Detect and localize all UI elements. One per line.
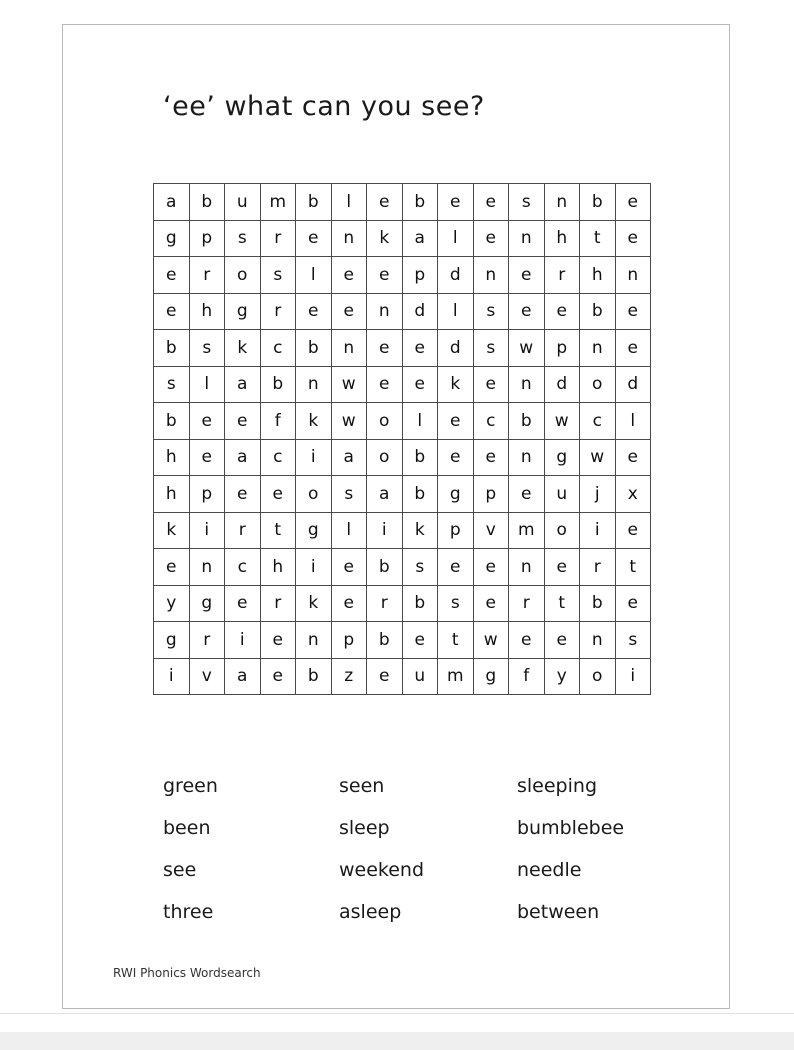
grid-cell[interactable]: d bbox=[544, 366, 580, 403]
grid-cell[interactable]: c bbox=[580, 403, 616, 440]
table-row bbox=[154, 585, 651, 622]
grid-cell[interactable]: n bbox=[580, 330, 616, 367]
list-item[interactable]: bumblebee bbox=[517, 817, 625, 839]
grid-cell[interactable]: t bbox=[580, 220, 616, 257]
grid-cell[interactable]: g bbox=[544, 439, 580, 476]
grid-cell[interactable]: n bbox=[189, 549, 225, 586]
grid-cell[interactable]: k bbox=[367, 220, 403, 257]
grid-cell[interactable]: r bbox=[260, 293, 296, 330]
grid-cell[interactable]: j bbox=[580, 476, 616, 513]
list-item[interactable]: sleeping bbox=[517, 775, 597, 797]
grid-cell[interactable]: e bbox=[402, 622, 438, 659]
grid-cell[interactable]: e bbox=[438, 549, 474, 586]
table-row bbox=[154, 549, 651, 586]
grid-cell[interactable]: o bbox=[367, 403, 403, 440]
table-row bbox=[154, 512, 651, 549]
grid-cell[interactable]: e bbox=[260, 622, 296, 659]
grid-cell[interactable]: n bbox=[473, 257, 509, 294]
grid-cell[interactable]: r bbox=[189, 257, 225, 294]
list-item[interactable]: needle bbox=[517, 859, 582, 881]
grid-cell[interactable]: x bbox=[615, 476, 651, 513]
grid-cell[interactable]: e bbox=[544, 549, 580, 586]
grid-cell[interactable]: e bbox=[438, 403, 474, 440]
grid-cell[interactable]: e bbox=[615, 293, 651, 330]
grid-cell[interactable]: i bbox=[615, 658, 651, 695]
list-item[interactable]: see bbox=[163, 859, 197, 881]
grid-cell[interactable]: b bbox=[189, 184, 225, 221]
grid-cell[interactable]: a bbox=[402, 220, 438, 257]
grid-cell[interactable]: u bbox=[225, 184, 261, 221]
grid-cell[interactable]: o bbox=[296, 476, 332, 513]
list-item[interactable]: sleep bbox=[339, 817, 390, 839]
word-list-column-1 bbox=[163, 765, 339, 933]
grid-cell[interactable]: g bbox=[154, 622, 190, 659]
grid-cell[interactable]: k bbox=[296, 585, 332, 622]
footer-caption: RWI Phonics Wordsearch bbox=[113, 966, 261, 980]
grid-cell[interactable]: d bbox=[402, 293, 438, 330]
table-row bbox=[154, 293, 651, 330]
grid-cell[interactable]: e bbox=[154, 293, 190, 330]
grid-cell[interactable]: e bbox=[402, 366, 438, 403]
grid-cell[interactable]: n bbox=[367, 293, 403, 330]
table-row bbox=[154, 257, 651, 294]
list-item[interactable]: between bbox=[517, 901, 600, 923]
grid-cell[interactable]: g bbox=[473, 658, 509, 695]
grid-cell[interactable]: e bbox=[367, 330, 403, 367]
grid-cell[interactable]: n bbox=[296, 366, 332, 403]
grid-cell[interactable]: i bbox=[154, 658, 190, 695]
grid-cell[interactable]: n bbox=[296, 622, 332, 659]
grid-cell[interactable]: b bbox=[509, 403, 545, 440]
grid-cell[interactable]: e bbox=[615, 330, 651, 367]
grid-cell[interactable]: l bbox=[438, 293, 474, 330]
grid-cell[interactable]: r bbox=[367, 585, 403, 622]
grid-cell[interactable]: e bbox=[615, 220, 651, 257]
table-row bbox=[154, 366, 651, 403]
grid-cell[interactable]: m bbox=[260, 184, 296, 221]
grid-cell[interactable]: e bbox=[189, 403, 225, 440]
table-row bbox=[154, 476, 651, 513]
grid-cell[interactable]: t bbox=[544, 585, 580, 622]
grid-cell[interactable]: n bbox=[509, 439, 545, 476]
list-item[interactable]: green bbox=[163, 775, 218, 797]
grid-cell[interactable]: b bbox=[367, 549, 403, 586]
grid-cell[interactable]: w bbox=[544, 403, 580, 440]
grid-cell[interactable]: n bbox=[509, 220, 545, 257]
grid-cell[interactable]: c bbox=[473, 403, 509, 440]
grid-cell[interactable]: o bbox=[225, 257, 261, 294]
grid-cell[interactable]: e bbox=[367, 257, 403, 294]
grid-cell[interactable]: l bbox=[331, 184, 367, 221]
grid-cell[interactable]: s bbox=[189, 330, 225, 367]
grid-cell[interactable]: e bbox=[509, 622, 545, 659]
grid-cell[interactable]: e bbox=[473, 220, 509, 257]
grid-cell[interactable]: p bbox=[544, 330, 580, 367]
grid-cell[interactable]: e bbox=[367, 184, 403, 221]
grid-cell[interactable]: r bbox=[260, 220, 296, 257]
grid-cell[interactable]: m bbox=[438, 658, 474, 695]
grid-cell[interactable]: e bbox=[473, 184, 509, 221]
wordsearch-grid bbox=[153, 183, 651, 695]
grid-cell[interactable]: b bbox=[402, 184, 438, 221]
grid-cell[interactable]: d bbox=[615, 366, 651, 403]
grid-cell[interactable]: b bbox=[367, 622, 403, 659]
word-list-column-3 bbox=[517, 765, 663, 933]
grid-cell[interactable]: m bbox=[509, 512, 545, 549]
list-item[interactable]: been bbox=[163, 817, 211, 839]
grid-cell[interactable]: s bbox=[473, 330, 509, 367]
grid-cell[interactable]: l bbox=[296, 257, 332, 294]
grid-cell[interactable]: p bbox=[438, 512, 474, 549]
grid-cell[interactable]: h bbox=[544, 220, 580, 257]
grid-cell[interactable]: e bbox=[331, 585, 367, 622]
grid-cell[interactable]: g bbox=[438, 476, 474, 513]
grid-cell[interactable]: d bbox=[438, 257, 474, 294]
grid-cell[interactable]: o bbox=[580, 658, 616, 695]
grid-cell[interactable]: p bbox=[189, 220, 225, 257]
grid-cell[interactable]: b bbox=[260, 366, 296, 403]
grid-cell[interactable]: e bbox=[296, 293, 332, 330]
grid-cell[interactable]: s bbox=[225, 220, 261, 257]
grid-cell[interactable]: w bbox=[473, 622, 509, 659]
grid-cell[interactable]: l bbox=[189, 366, 225, 403]
word-list-column-2 bbox=[339, 765, 517, 933]
grid-cell[interactable]: e bbox=[154, 549, 190, 586]
grid-cell[interactable]: c bbox=[225, 549, 261, 586]
grid-cell[interactable]: w bbox=[509, 330, 545, 367]
grid-cell[interactable]: s bbox=[331, 476, 367, 513]
grid-cell[interactable]: s bbox=[154, 366, 190, 403]
grid-cell[interactable]: t bbox=[438, 622, 474, 659]
page-bottom-edge bbox=[0, 1013, 794, 1050]
grid-cell[interactable]: z bbox=[331, 658, 367, 695]
grid-cell[interactable]: e bbox=[331, 549, 367, 586]
grid-cell[interactable]: l bbox=[331, 512, 367, 549]
grid-cell[interactable]: w bbox=[331, 403, 367, 440]
grid-cell[interactable]: e bbox=[367, 366, 403, 403]
grid-cell[interactable]: y bbox=[544, 658, 580, 695]
grid-cell[interactable]: c bbox=[260, 330, 296, 367]
list-item[interactable]: three bbox=[163, 901, 214, 923]
grid-cell[interactable]: n bbox=[509, 549, 545, 586]
grid-cell[interactable]: e bbox=[473, 439, 509, 476]
grid-cell[interactable]: s bbox=[615, 622, 651, 659]
list-item[interactable]: seen bbox=[339, 775, 385, 797]
grid-cell[interactable]: e bbox=[615, 585, 651, 622]
wordsearch-table bbox=[153, 183, 651, 695]
grid-cell[interactable]: s bbox=[260, 257, 296, 294]
grid-cell[interactable]: l bbox=[615, 403, 651, 440]
grid-cell[interactable]: e bbox=[438, 184, 474, 221]
grid-cell[interactable]: e bbox=[438, 439, 474, 476]
grid-cell[interactable]: p bbox=[402, 257, 438, 294]
grid-cell[interactable]: r bbox=[189, 622, 225, 659]
table-row bbox=[154, 330, 651, 367]
grid-cell[interactable]: e bbox=[331, 257, 367, 294]
grid-cell[interactable]: e bbox=[225, 403, 261, 440]
grid-cell[interactable]: b bbox=[580, 585, 616, 622]
grid-cell[interactable]: e bbox=[615, 512, 651, 549]
grid-cell[interactable]: l bbox=[402, 403, 438, 440]
grid-cell[interactable]: s bbox=[402, 549, 438, 586]
grid-cell[interactable]: e bbox=[154, 257, 190, 294]
grid-cell[interactable]: s bbox=[438, 585, 474, 622]
grid-cell[interactable]: o bbox=[544, 512, 580, 549]
grid-cell[interactable]: r bbox=[260, 585, 296, 622]
table-row bbox=[154, 658, 651, 695]
grid-cell[interactable]: e bbox=[260, 476, 296, 513]
grid-cell[interactable]: k bbox=[225, 330, 261, 367]
grid-cell[interactable]: s bbox=[473, 293, 509, 330]
grid-cell[interactable]: e bbox=[260, 658, 296, 695]
grid-cell[interactable]: w bbox=[331, 366, 367, 403]
grid-cell[interactable]: e bbox=[509, 257, 545, 294]
grid-cell[interactable]: k bbox=[438, 366, 474, 403]
page-title: ‘ee’ what can you see? bbox=[163, 91, 485, 122]
list-item[interactable]: weekend bbox=[339, 859, 425, 881]
grid-cell[interactable]: e bbox=[225, 585, 261, 622]
grid-cell[interactable]: i bbox=[189, 512, 225, 549]
grid-cell[interactable]: h bbox=[154, 476, 190, 513]
table-row bbox=[154, 184, 651, 221]
grid-cell[interactable]: b bbox=[580, 293, 616, 330]
grid-cell[interactable]: p bbox=[473, 476, 509, 513]
grid-cell[interactable]: p bbox=[189, 476, 225, 513]
grid-cell[interactable]: e bbox=[189, 439, 225, 476]
grid-cell[interactable]: n bbox=[509, 366, 545, 403]
word-list bbox=[163, 765, 663, 933]
grid-cell[interactable]: h bbox=[189, 293, 225, 330]
list-item[interactable]: asleep bbox=[339, 901, 402, 923]
grid-cell[interactable]: e bbox=[509, 476, 545, 513]
grid-cell[interactable]: h bbox=[580, 257, 616, 294]
grid-cell[interactable]: b bbox=[402, 585, 438, 622]
grid-cell[interactable]: e bbox=[367, 658, 403, 695]
grid-cell[interactable]: k bbox=[296, 403, 332, 440]
grid-cell[interactable]: n bbox=[331, 220, 367, 257]
grid-cell[interactable]: t bbox=[615, 549, 651, 586]
grid-cell[interactable]: n bbox=[615, 257, 651, 294]
grid-cell[interactable]: b bbox=[154, 330, 190, 367]
grid-cell[interactable]: c bbox=[260, 439, 296, 476]
grid-cell[interactable]: r bbox=[580, 549, 616, 586]
grid-cell[interactable]: b bbox=[296, 658, 332, 695]
grid-cell[interactable]: f bbox=[260, 403, 296, 440]
grid-cell[interactable]: b bbox=[580, 184, 616, 221]
grid-cell[interactable]: w bbox=[580, 439, 616, 476]
grid-cell[interactable]: t bbox=[260, 512, 296, 549]
grid-cell[interactable]: r bbox=[509, 585, 545, 622]
grid-cell[interactable]: e bbox=[473, 366, 509, 403]
grid-cell[interactable]: e bbox=[544, 622, 580, 659]
grid-cell[interactable]: b bbox=[296, 330, 332, 367]
grid-cell[interactable]: u bbox=[544, 476, 580, 513]
grid-cell[interactable]: e bbox=[225, 476, 261, 513]
grid-cell[interactable]: e bbox=[402, 330, 438, 367]
grid-cell[interactable]: a bbox=[331, 439, 367, 476]
grid-cell[interactable]: i bbox=[296, 549, 332, 586]
grid-cell[interactable]: u bbox=[402, 658, 438, 695]
grid-cell[interactable]: a bbox=[225, 658, 261, 695]
table-row bbox=[154, 403, 651, 440]
grid-cell[interactable]: y bbox=[154, 585, 190, 622]
wordsearch-body bbox=[154, 184, 651, 695]
grid-cell[interactable]: o bbox=[580, 366, 616, 403]
grid-cell[interactable]: n bbox=[331, 330, 367, 367]
grid-cell[interactable]: i bbox=[580, 512, 616, 549]
grid-cell[interactable]: e bbox=[296, 220, 332, 257]
grid-cell[interactable]: h bbox=[260, 549, 296, 586]
page-shadow-strip bbox=[0, 1032, 794, 1050]
grid-cell[interactable]: e bbox=[509, 293, 545, 330]
grid-cell[interactable]: k bbox=[154, 512, 190, 549]
grid-cell[interactable]: g bbox=[154, 220, 190, 257]
grid-cell[interactable]: a bbox=[367, 476, 403, 513]
grid-cell[interactable]: a bbox=[225, 366, 261, 403]
grid-cell[interactable]: n bbox=[544, 184, 580, 221]
grid-cell[interactable]: b bbox=[402, 476, 438, 513]
grid-cell[interactable]: b bbox=[402, 439, 438, 476]
grid-cell[interactable]: s bbox=[509, 184, 545, 221]
grid-cell[interactable]: n bbox=[580, 622, 616, 659]
grid-cell[interactable]: k bbox=[402, 512, 438, 549]
table-row bbox=[154, 439, 651, 476]
table-row bbox=[154, 622, 651, 659]
grid-cell[interactable]: g bbox=[296, 512, 332, 549]
worksheet-sheet bbox=[62, 24, 730, 1009]
grid-cell[interactable]: p bbox=[331, 622, 367, 659]
grid-cell[interactable]: d bbox=[438, 330, 474, 367]
grid-cell[interactable]: g bbox=[189, 585, 225, 622]
grid-cell[interactable]: i bbox=[296, 439, 332, 476]
grid-cell[interactable]: r bbox=[544, 257, 580, 294]
grid-cell[interactable]: e bbox=[615, 184, 651, 221]
grid-cell[interactable]: a bbox=[225, 439, 261, 476]
grid-cell[interactable]: i bbox=[225, 622, 261, 659]
grid-cell[interactable]: a bbox=[154, 184, 190, 221]
grid-cell[interactable]: b bbox=[154, 403, 190, 440]
grid-cell[interactable]: o bbox=[367, 439, 403, 476]
grid-cell[interactable]: e bbox=[615, 439, 651, 476]
grid-cell[interactable]: v bbox=[189, 658, 225, 695]
grid-cell[interactable]: e bbox=[331, 293, 367, 330]
grid-cell[interactable]: e bbox=[473, 549, 509, 586]
grid-cell[interactable]: e bbox=[544, 293, 580, 330]
grid-cell[interactable]: f bbox=[509, 658, 545, 695]
grid-cell[interactable]: r bbox=[225, 512, 261, 549]
grid-cell[interactable]: h bbox=[154, 439, 190, 476]
grid-cell[interactable]: v bbox=[473, 512, 509, 549]
grid-cell[interactable]: b bbox=[296, 184, 332, 221]
grid-cell[interactable]: e bbox=[473, 585, 509, 622]
grid-cell[interactable]: l bbox=[438, 220, 474, 257]
grid-cell[interactable]: i bbox=[367, 512, 403, 549]
table-row bbox=[154, 220, 651, 257]
grid-cell[interactable]: g bbox=[225, 293, 261, 330]
